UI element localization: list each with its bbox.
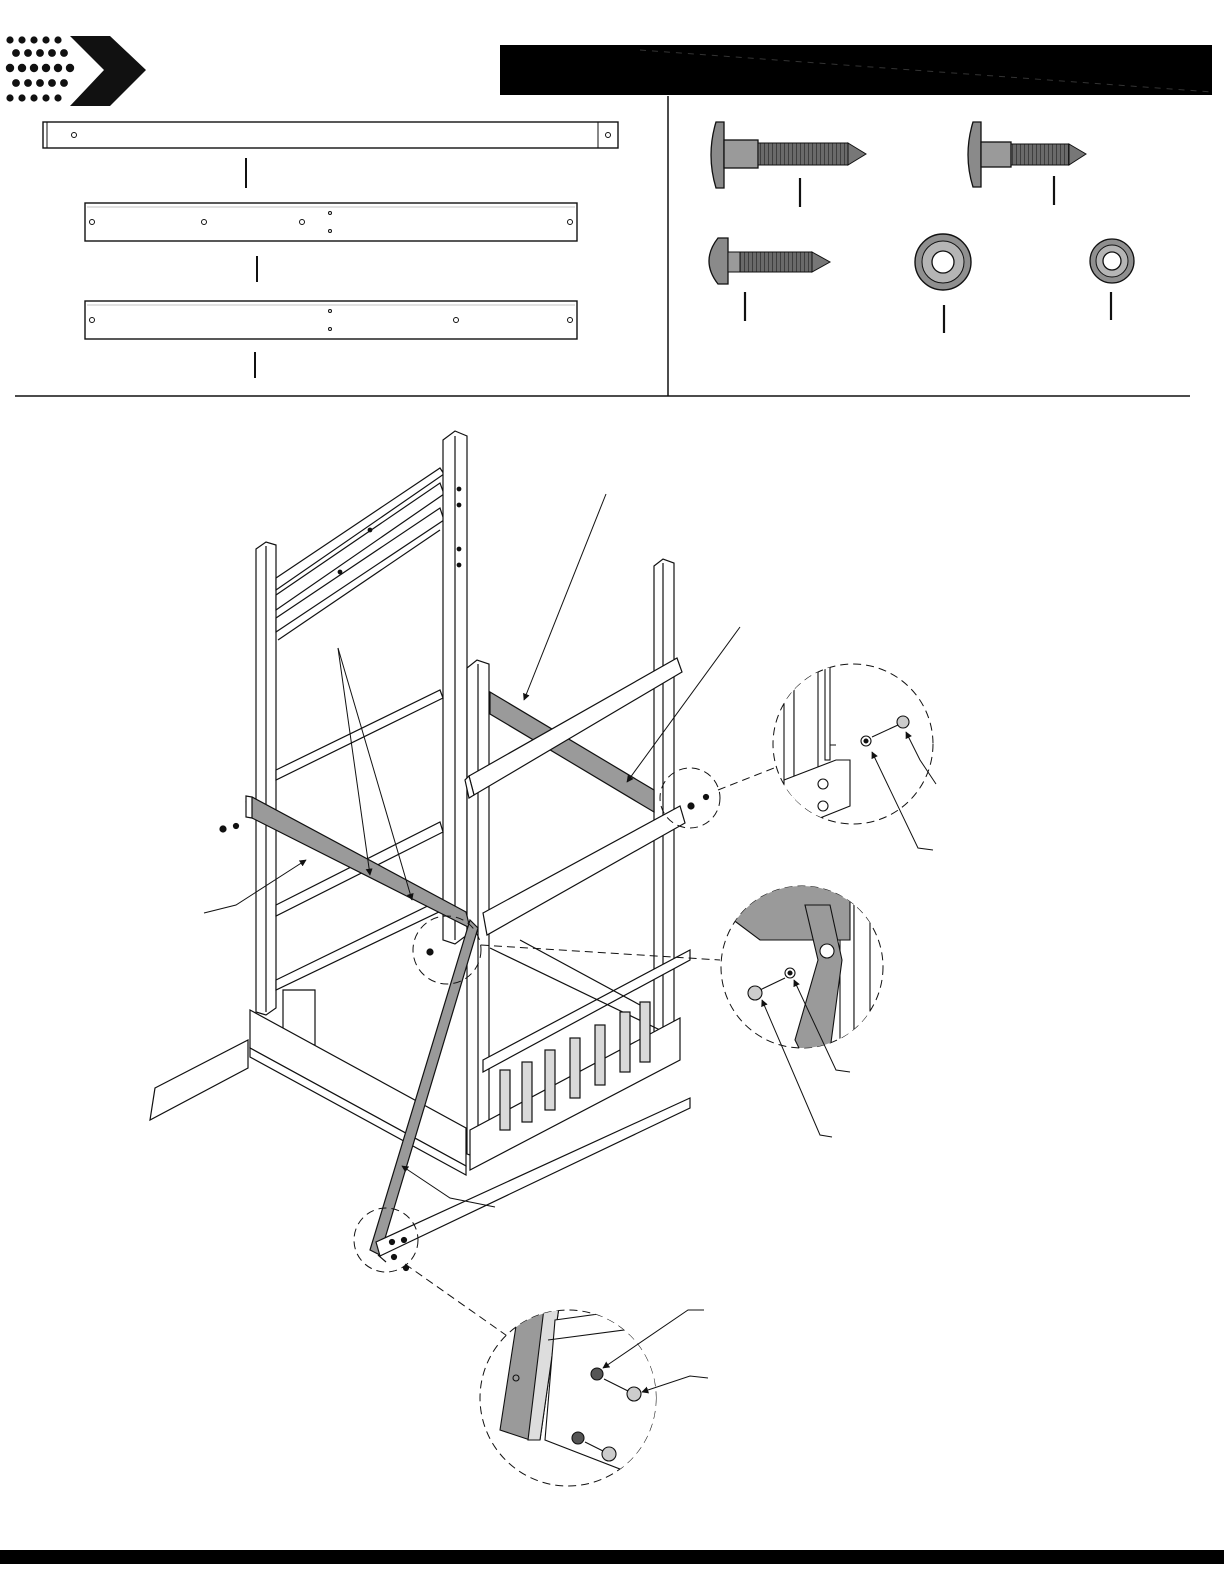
hardware-panel: [709, 122, 1134, 333]
logo-dot: [30, 94, 37, 101]
washer-icon: [915, 234, 971, 333]
logo-dot: [18, 94, 25, 101]
logo-dot: [48, 79, 56, 87]
logo-dot: [6, 94, 13, 101]
tall-post: [443, 431, 467, 944]
footer-bar: [0, 1550, 1224, 1564]
logo-dot: [42, 94, 49, 101]
bottom-detail: [480, 1300, 708, 1500]
board-1: [43, 122, 618, 188]
logo-dot: [60, 49, 68, 57]
logo-dot: [24, 79, 32, 87]
logo-dot: [42, 64, 50, 72]
board-3: [85, 301, 577, 378]
assembly-drawing: [150, 431, 709, 1271]
board-2: [85, 203, 577, 282]
logo-dot: [18, 64, 26, 72]
ground-board: [150, 1040, 248, 1120]
logo-dot: [6, 36, 13, 43]
logo-dot: [30, 36, 37, 43]
logo-dot: [48, 49, 56, 57]
bolt-icon: [709, 238, 830, 321]
logo-dot: [6, 64, 14, 72]
bolt-icon: [968, 122, 1086, 205]
brand-logo: [6, 36, 146, 106]
header-banner: [500, 45, 1212, 95]
callout-circles: [354, 768, 774, 1345]
bolt-icon: [711, 122, 866, 207]
logo-dot: [12, 79, 20, 87]
back-top-rails: [276, 468, 444, 640]
middle-right-detail: [720, 880, 883, 1137]
logo-dot: [54, 36, 61, 43]
logo-dot: [42, 36, 49, 43]
logo-dot: [66, 64, 74, 72]
logo-dot: [60, 79, 68, 87]
logo-dot: [36, 79, 44, 87]
logo-dot: [12, 49, 20, 57]
logo-dot: [54, 64, 62, 72]
logo-dot: [36, 49, 44, 57]
washer-icon: [1090, 239, 1134, 320]
logo-dot: [18, 36, 25, 43]
middle-post: [467, 660, 489, 1158]
back-left-post: [256, 542, 276, 1015]
parts-panel: [43, 122, 618, 378]
logo-dot: [30, 64, 38, 72]
logo-dot: [54, 94, 61, 101]
upper-right-detail: [773, 650, 936, 850]
logo-dot: [24, 49, 32, 57]
